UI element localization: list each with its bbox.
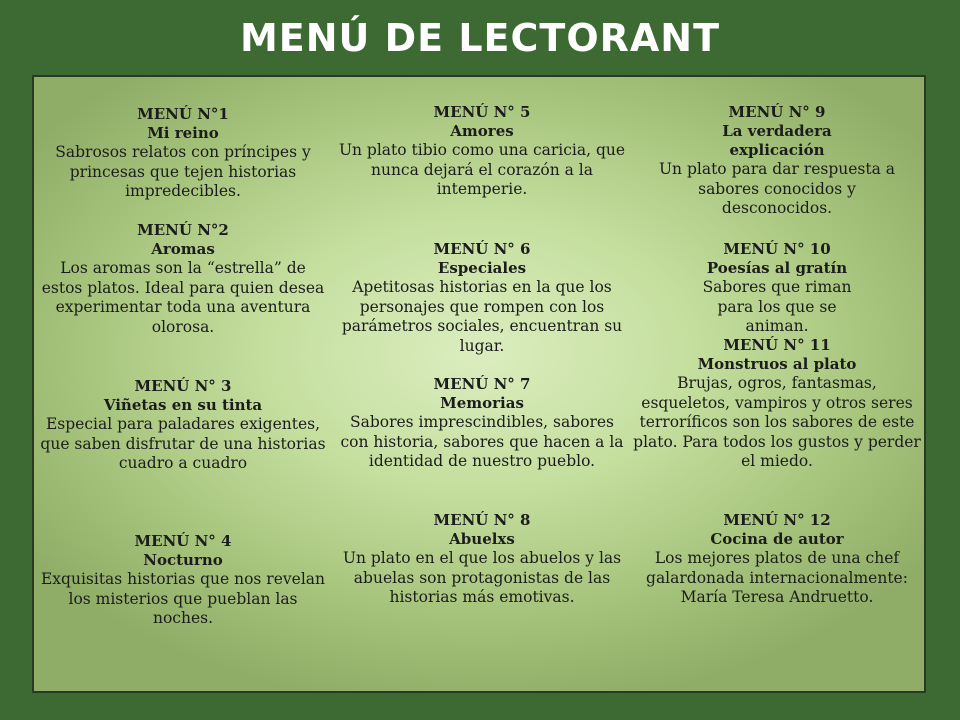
menu-item-11 <box>632 336 922 472</box>
menu-number: MENÚ N° 4 <box>134 532 232 550</box>
menu-number: MENÚ N°2 <box>137 221 229 239</box>
menu-description: Apetitosas historias en la que los personajes que rompen con los parámetros sociales, encuentran su lugar. <box>341 278 623 355</box>
menu-name: Memorias <box>440 394 524 412</box>
menu-number: MENÚ N° 6 <box>433 240 531 258</box>
menu-name: Cocina de autor <box>710 530 844 548</box>
menu-item-8 <box>334 511 630 608</box>
menu-number: MENÚ N° 11 <box>723 336 831 354</box>
menu-number: MENÚ N° 3 <box>134 377 232 395</box>
menu-description: Sabores que riman para los que se animan. <box>702 278 852 335</box>
menu-description: Exquisitas historias que nos revelan los misterios que pueblan las noches. <box>40 570 326 627</box>
menu-number: MENÚ N° 8 <box>433 511 531 529</box>
menu-name: Amores <box>450 122 514 140</box>
menu-item-4 <box>38 532 328 629</box>
menu-name: Monstruos al plato <box>697 355 857 373</box>
menu-item-9 <box>632 103 922 219</box>
menu-description: Sabrosos relatos con príncipes y princesas que tejen historias impredecibles. <box>55 143 311 200</box>
menu-number: MENÚ N° 9 <box>728 103 826 121</box>
menu-name: Especiales <box>437 259 527 277</box>
menu-number: MENÚ N° 10 <box>723 240 831 258</box>
menu-item-7 <box>334 375 630 472</box>
menu-item-12 <box>632 511 922 608</box>
menu-name: Aromas <box>151 240 215 258</box>
menu-name: Abuelxs <box>449 530 515 548</box>
menu-item-5 <box>334 103 630 200</box>
menu-panel <box>32 75 926 693</box>
menu-item-2 <box>38 221 328 337</box>
menu-number: MENÚ N° 5 <box>433 103 531 121</box>
menu-description: Especial para paladares exigentes, que saben disfrutar de una historias cuadro a cuadro <box>40 415 326 472</box>
menu-description: Un plato tibio como una caricia, que nunca dejará el corazón a la intemperie. <box>338 141 626 198</box>
menu-name: Mi reino <box>147 124 219 142</box>
menu-name: Nocturno <box>143 551 223 569</box>
menu-description: Un plato en el que los abuelos y las abuelas son protagonistas de las historias más emotivas. <box>342 549 622 606</box>
menu-description: Un plato para dar respuesta a sabores conocidos y desconocidos. <box>658 160 896 217</box>
menu-name: Viñetas en su tinta <box>103 396 263 414</box>
menu-item-1 <box>38 105 328 202</box>
menu-item-10 <box>632 240 922 337</box>
menu-name: La verdadera explicación <box>722 122 832 159</box>
page-title: MENÚ DE LECTORANT <box>239 16 721 60</box>
menu-description: Los aromas son la “estrella” de estos platos. Ideal para quien desea experimentar toda una aventura olorosa. <box>41 259 325 336</box>
menu-number: MENÚ N°1 <box>137 105 229 123</box>
menu-description: Los mejores platos de una chef galardonada internacionalmente: María Teresa Andruetto. <box>646 549 908 606</box>
menu-description: Brujas, ogros, fantasmas, esqueletos, vampiros y otros seres terroríficos son los sabores de este plato. Para todos los gustos y perder el miedo. <box>633 374 921 470</box>
menu-description: Sabores imprescindibles, sabores con historia, sabores que hacen a la identidad de nuestro pueblo. <box>340 413 624 470</box>
menu-number: MENÚ N° 7 <box>433 375 531 393</box>
menu-number: MENÚ N° 12 <box>723 511 831 529</box>
menu-name: Poesías al gratín <box>706 259 848 277</box>
menu-item-3 <box>38 377 328 474</box>
menu-item-6 <box>334 240 630 356</box>
